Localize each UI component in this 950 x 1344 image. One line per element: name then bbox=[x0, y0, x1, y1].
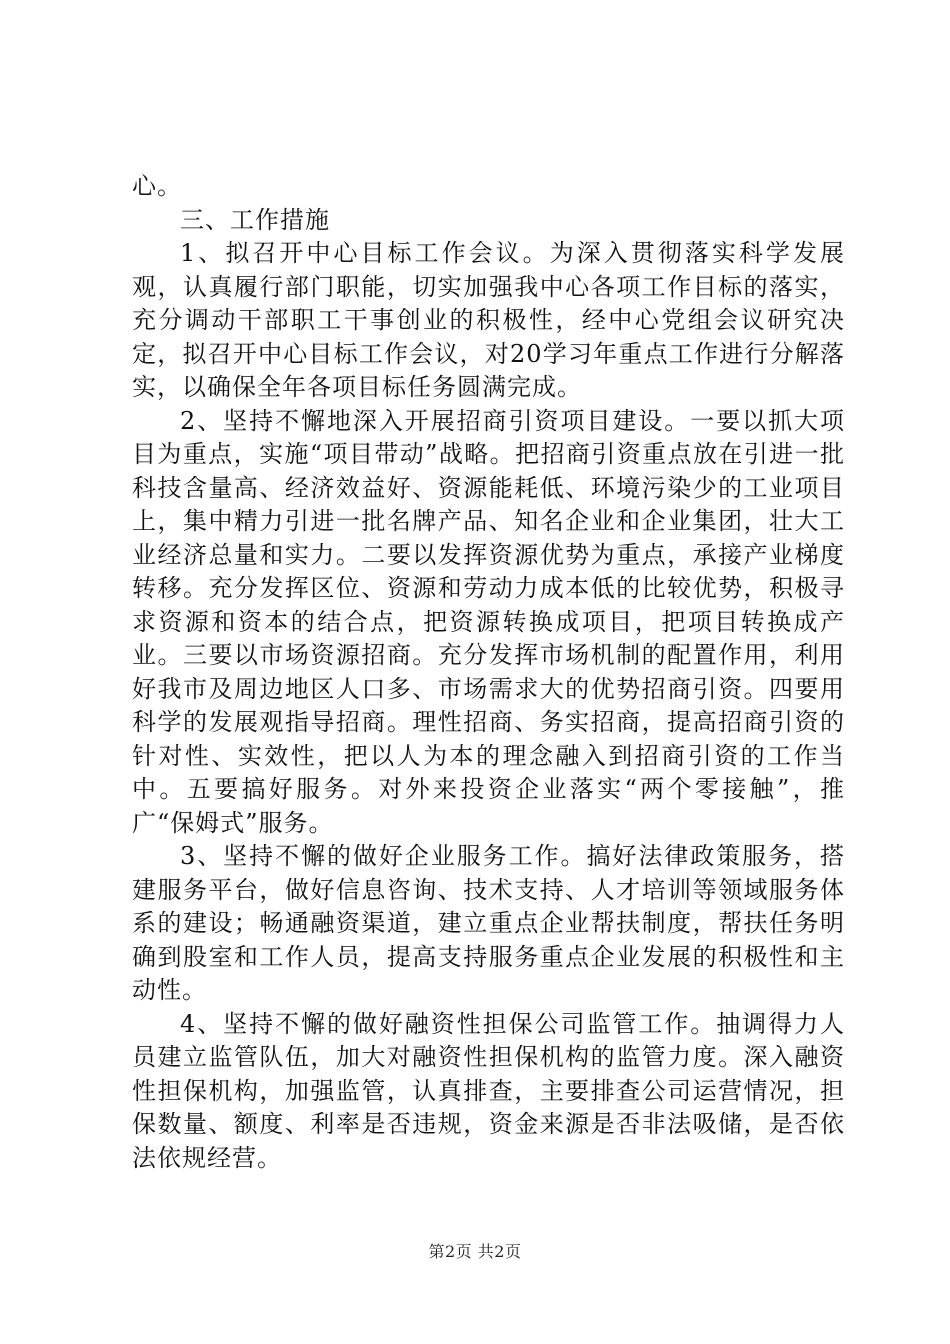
paragraph-continuation: 心。 bbox=[132, 172, 182, 200]
paragraph-item-1: 1、拟召开中心目标工作会议。为深入贯彻落实科学发展观，认真履行部门职能，切实加强我中心各项工作目标的落实，充分调动干部职工干事创业的积极性，经中心党组会议研究决定，拟召开中心目标工作会议，对20学习年重点工作进行分解落实，以确保全年各项目标任务圆满完成。 bbox=[132, 239, 845, 401]
paragraph-item-3: 3、坚持不懈的做好企业服务工作。搞好法律政策服务，搭建服务平台，做好信息咨询、技术支持、人才培训等领域服务体系的建设；畅通融资渠道，建立重点企业帮扶制度，帮扶任务明确到股室和工作人员，提高支持服务重点企业发展的积极性和主动性。 bbox=[132, 842, 845, 1004]
section-heading-work-measures: 三、工作措施 bbox=[180, 205, 330, 234]
page-footer: 第2页 共2页 bbox=[428, 1242, 522, 1261]
paragraph-item-4: 4、坚持不懈的做好融资性担保公司监管工作。抽调得力人员建立监管队伍，加大对融资性担保机构的监管力度。深入融资性担保机构，加强监管，认真排查，主要排查公司运营情况，担保数量、额度、利率是否违规，资金来源是否非法吸储，是否依法依规经营。 bbox=[132, 1009, 845, 1172]
document-body bbox=[132, 170, 845, 1175]
paragraph-item-2: 2、坚持不懈地深入开展招商引资项目建设。一要以抓大项目为重点，实施“项目带动”战略。把招商引资重点放在引进一批科技含量高、经济效益好、资源能耗低、环境污染少的工业项目上，集中精力引进一批名牌产品、知名企业和企业集团，壮大工业经济总量和实力。二要以发挥资源优势为重点，承接产业梯度转移。充分发挥区位、资源和劳动力成本低的比较优势，积极寻求资源和资本的结合点，把资源转换成项目，把项目转换成产业。三要以市场资源招商。充分发挥市场机制的配置作用，利用好我市及周边地区人口多、市场需求大的优势招商引资。四要用科学的发展观指导招商。理性招商、务实招商，提高招商引资的针对性、实效性，把以人为本的理念融入到招商引资的工作当中。五要搞好服务。对外来投资企业落实“两个零接触”，推广“保姆式”服务。 bbox=[132, 406, 845, 837]
